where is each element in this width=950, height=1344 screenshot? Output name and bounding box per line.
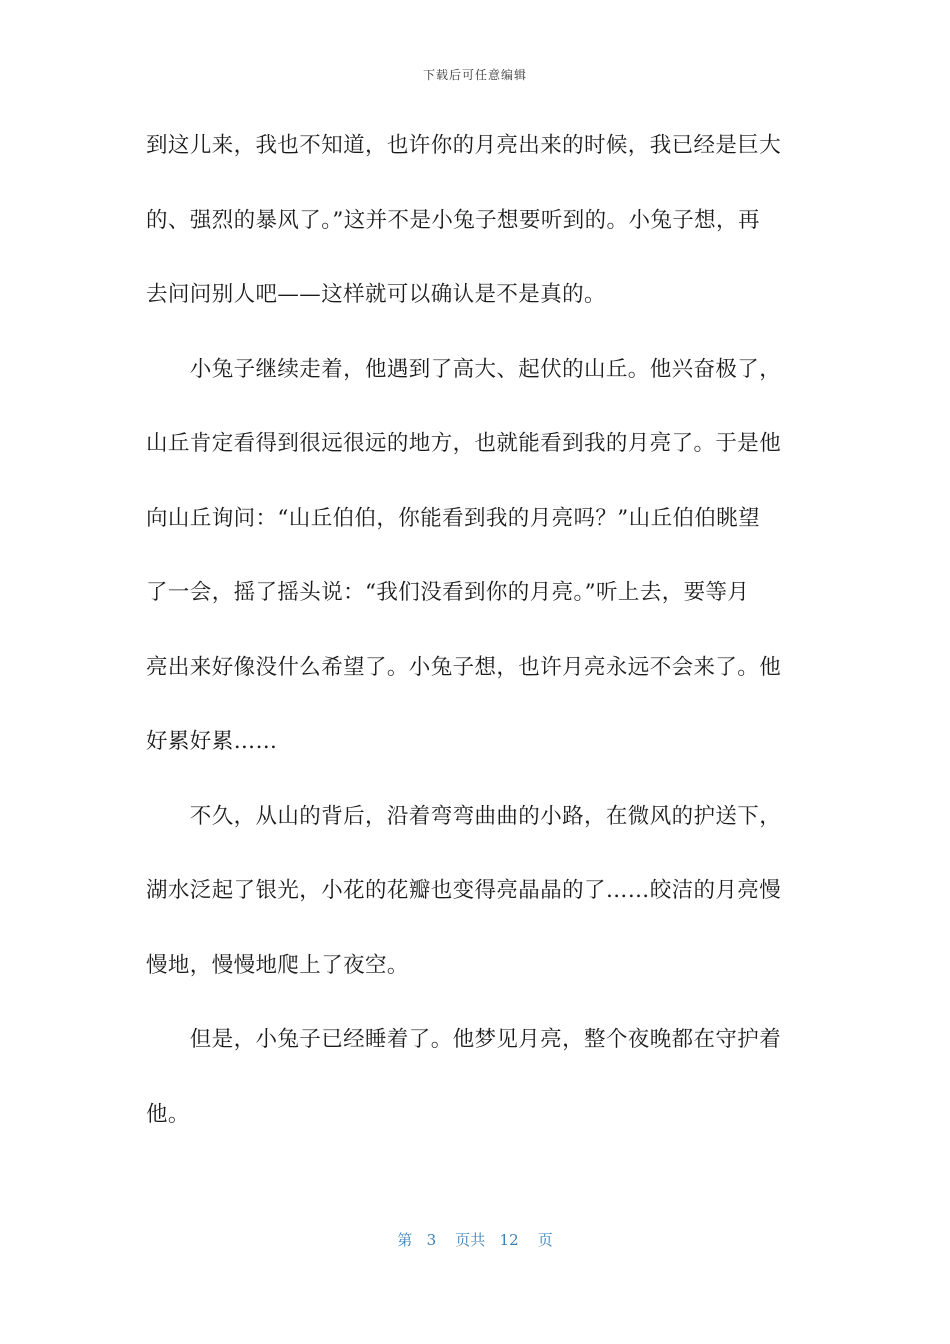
paragraph-start-line: 小兔子继续走着，他遇到了高大、起伏的山丘。他兴奋极了， <box>146 356 782 382</box>
page-footer <box>0 1229 950 1250</box>
text-line: 亮出来好像没什么希望了。小兔子想，也许月亮永远不会来了。他 <box>146 654 782 680</box>
footer-prefix: 第 <box>397 1231 413 1249</box>
text-line: 到这儿来，我也不知道，也许你的月亮出来的时候，我已经是巨大 <box>146 133 782 158</box>
footer-middle: 页共 <box>455 1231 486 1249</box>
text-line: 湖水泛起了银光，小花的花瓣也变得亮晶晶的了……皎洁的月亮慢 <box>146 878 782 903</box>
text-line: 的、强烈的暴风了。”这并不是小兔子想要听到的。小兔子想，再 <box>146 207 760 233</box>
text-line: 了一会，摇了摇头说：“我们没看到你的月亮。”听上去，要等月 <box>146 580 750 605</box>
footer-total-pages: 12 <box>499 1231 519 1249</box>
text-line: 他。 <box>146 1101 190 1127</box>
text-line: 去问问别人吧——这样就可以确认是不是真的。 <box>146 282 606 307</box>
paragraph-start-line: 不久，从山的背后，沿着弯弯曲曲的小路，在微风的护送下， <box>146 803 782 829</box>
text-line: 慢地，慢慢地爬上了夜空。 <box>146 952 409 978</box>
text-line: 好累好累…… <box>146 729 278 754</box>
page-header: 下载后可任意编辑 <box>422 68 527 82</box>
footer-suffix: 页 <box>537 1231 553 1249</box>
text-line: 向山丘询问：“山丘伯伯，你能看到我的月亮吗？”山丘伯伯眺望 <box>146 505 761 531</box>
footer-page-number: 3 <box>426 1231 437 1249</box>
paragraph-start-line: 但是，小兔子已经睡着了。他梦见月亮，整个夜晚都在守护着 <box>146 1027 782 1052</box>
body-text <box>146 126 796 1169</box>
text-line: 山丘肯定看得到很远很远的地方，也就能看到我的月亮了。于是他 <box>146 431 782 456</box>
